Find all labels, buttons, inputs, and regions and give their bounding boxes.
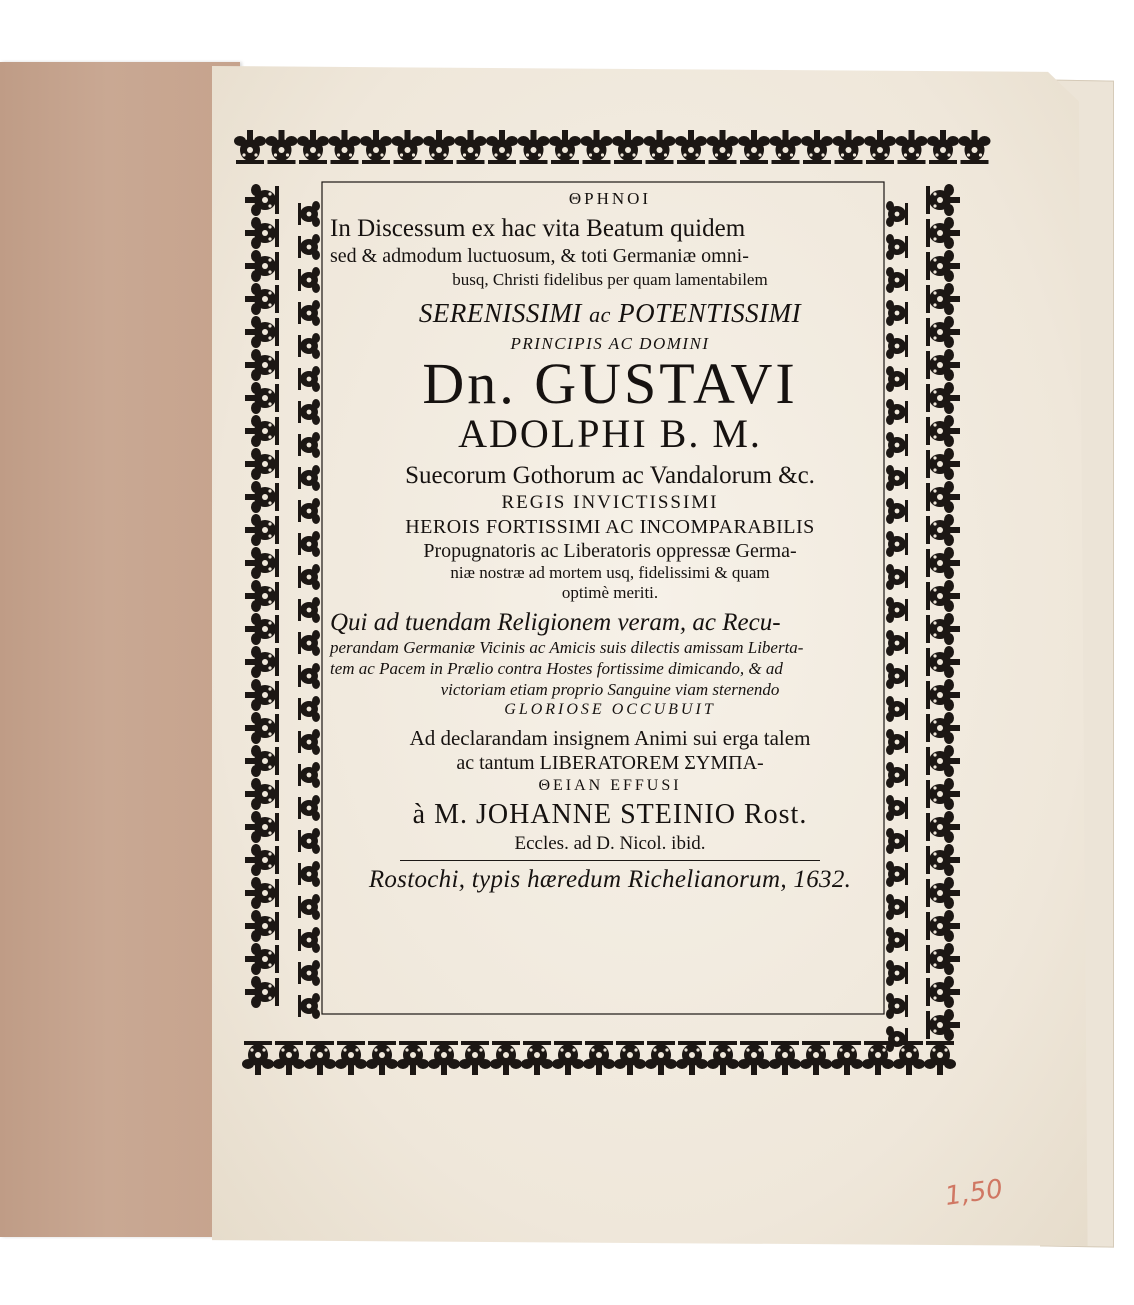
border-ornament <box>245 514 279 546</box>
border-ornament <box>298 630 320 656</box>
border-ornament <box>552 1041 584 1075</box>
border-ornament <box>926 877 960 909</box>
border-ornament <box>926 613 960 645</box>
border-ornament <box>298 960 320 986</box>
border-ornament <box>298 564 320 590</box>
imprint-line: Rostochi, typis hæredum Richelianorum, 1632. <box>368 865 852 893</box>
border-ornament <box>926 712 960 744</box>
border-ornament <box>926 481 960 513</box>
border-ornament <box>675 130 707 164</box>
border-ornament <box>924 1041 956 1075</box>
ecclesia-line: Eccles. ad D. Nicol. ibid. <box>514 832 706 854</box>
border-ornament <box>298 993 320 1019</box>
declarandam-line: ac tantum LIBERATOREM ΣΥΜΠΑ- <box>456 751 764 774</box>
border-ornament <box>927 130 959 164</box>
border-ornament <box>518 130 550 164</box>
border-ornament <box>298 729 320 755</box>
border-ornament <box>245 316 279 348</box>
intro-line: sed & admodum luctuosum, & toti Germaniæ omni- <box>330 245 749 268</box>
title-text <box>330 190 890 1000</box>
qui-line: Qui ad tuendam Religionem veram, ac Recu- <box>330 609 781 636</box>
border-ornament <box>242 1041 274 1075</box>
border-ornament <box>926 250 960 282</box>
border-ornament <box>298 663 320 689</box>
border-ornament <box>926 547 960 579</box>
pencil-price-mark: 1,50 <box>943 1174 1005 1212</box>
border-ornament <box>926 283 960 315</box>
border-ornament <box>926 316 960 348</box>
border-ornament <box>583 1041 615 1075</box>
intro-line: busq, Christi fidelibus per quam lamentabilem <box>452 270 768 290</box>
border-ornament <box>360 130 392 164</box>
border-ornament <box>298 333 320 359</box>
border-ornament <box>298 498 320 524</box>
border-ornament <box>245 415 279 447</box>
serenissimi-line <box>330 299 890 327</box>
border-ornament <box>707 1041 739 1075</box>
border-ornament <box>245 613 279 645</box>
border-ornament <box>245 283 279 315</box>
border-ornament <box>298 432 320 458</box>
border-ornament <box>304 1041 336 1075</box>
border-ornament <box>926 217 960 249</box>
border-ornament <box>245 250 279 282</box>
border-ornament <box>926 448 960 480</box>
border-ornament <box>926 415 960 447</box>
border-ornament <box>298 861 320 887</box>
border-ornament <box>926 844 960 876</box>
imprint-rule <box>400 860 820 861</box>
border-ornament <box>644 130 676 164</box>
border-ornament <box>298 762 320 788</box>
intro-line: In Discessum ex hac vita Beatum quidem <box>330 214 746 242</box>
border-ornament <box>245 481 279 513</box>
border-ornament <box>581 130 613 164</box>
author-line: à M. JOHANNE STEINIO Rost. <box>412 799 808 831</box>
border-ornament <box>245 943 279 975</box>
border-ornament <box>245 382 279 414</box>
border-ornament <box>329 130 361 164</box>
declarandam-line: ΘΕΙΑΝ EFFUSI <box>538 776 682 794</box>
border-ornament <box>831 1041 863 1075</box>
border-ornament <box>245 679 279 711</box>
border-ornament <box>959 130 991 164</box>
border-ornament <box>245 184 279 216</box>
border-ornament <box>297 130 329 164</box>
border-ornament <box>245 217 279 249</box>
border-ornament <box>521 1041 553 1075</box>
ac-word: ac <box>589 301 611 327</box>
border-ornament <box>926 349 960 381</box>
border-ornament <box>298 531 320 557</box>
border-ornament <box>245 811 279 843</box>
regis-line: REGIS INVICTISSIMI <box>501 492 719 514</box>
border-ornament <box>298 399 320 425</box>
qui-line: tem ac Pacem in Prælio contra Hostes fortissime dimicando, & ad <box>330 659 783 679</box>
border-ornament <box>486 130 518 164</box>
border-ornament <box>366 1041 398 1075</box>
border-ornament <box>245 448 279 480</box>
border-ornament <box>926 646 960 678</box>
border-ornament <box>266 130 298 164</box>
border-ornament <box>298 894 320 920</box>
border-ornament <box>738 130 770 164</box>
greek-header: ΘΡΗΝΟΙ <box>568 189 652 208</box>
potentissimi-word: POTENTISSIMI <box>618 297 802 328</box>
border-ornament <box>245 646 279 678</box>
border-ornament <box>245 547 279 579</box>
border-ornament <box>335 1041 367 1075</box>
border-ornament <box>245 580 279 612</box>
name-line-adolphi: ADOLPHI B. M. <box>458 411 762 457</box>
border-ornament <box>926 778 960 810</box>
propugnatoris-line: Propugnatoris ac Liberatoris oppressæ Germa- <box>423 540 797 563</box>
border-ornament <box>245 349 279 381</box>
propugnatoris-line: optimè meriti. <box>561 583 659 603</box>
border-ornament <box>298 828 320 854</box>
border-ornament <box>298 366 320 392</box>
border-ornament <box>801 130 833 164</box>
qui-line: victoriam etiam proprio Sanguine viam sternendo <box>440 679 780 699</box>
border-ornament <box>234 130 266 164</box>
border-ornament <box>245 976 279 1008</box>
border-ornament <box>707 130 739 164</box>
border-ornament <box>428 1041 460 1075</box>
border-ornament <box>490 1041 522 1075</box>
border-ornament <box>926 976 960 1008</box>
border-ornament <box>926 943 960 975</box>
border-ornament <box>864 130 896 164</box>
border-ornament <box>298 234 320 260</box>
border-ornament <box>549 130 581 164</box>
border-ornament <box>926 1009 960 1041</box>
border-ornament <box>612 130 644 164</box>
serenissimi-word: SERENISSIMI <box>418 297 582 328</box>
border-ornament <box>800 1041 832 1075</box>
border-ornament <box>298 267 320 293</box>
border-ornament <box>926 580 960 612</box>
border-ornament <box>298 795 320 821</box>
border-ornament <box>245 778 279 810</box>
border-ornament <box>245 877 279 909</box>
principis-line: PRINCIPIS AC DOMINI <box>510 334 710 354</box>
realm-line: Suecorum Gothorum ac Vandalorum &c. <box>405 462 815 490</box>
border-ornament <box>245 745 279 777</box>
border-ornament <box>926 910 960 942</box>
name-line-gustavi: Dn. GUSTAVI <box>422 351 798 417</box>
border-ornament <box>926 745 960 777</box>
border-ornament <box>397 1041 429 1075</box>
border-ornament <box>926 514 960 546</box>
border-ornament <box>833 130 865 164</box>
border-ornament <box>455 130 487 164</box>
border-ornament <box>459 1041 491 1075</box>
border-ornament <box>614 1041 646 1075</box>
border-ornament <box>298 696 320 722</box>
border-ornament <box>896 130 928 164</box>
propugnatoris-line: niæ nostræ ad mortem usq, fidelissimi & quam <box>450 563 770 583</box>
border-ornament <box>738 1041 770 1075</box>
border-ornament <box>245 910 279 942</box>
border-ornament <box>298 597 320 623</box>
gloriose-line: GLORIOSE OCCUBUIT <box>504 700 716 718</box>
herois-line: HEROIS FORTISSIMI AC INCOMPARABILIS <box>405 516 815 539</box>
border-ornament <box>926 382 960 414</box>
border-ornament <box>245 712 279 744</box>
border-ornament <box>423 130 455 164</box>
border-ornament <box>298 927 320 953</box>
border-ornament <box>770 130 802 164</box>
border-ornament <box>298 300 320 326</box>
border-ornament <box>926 679 960 711</box>
border-ornament <box>273 1041 305 1075</box>
border-ornament <box>298 201 320 227</box>
border-ornament <box>926 184 960 216</box>
border-ornament <box>645 1041 677 1075</box>
qui-line: perandam Germaniæ Vicinis ac Amicis suis dilectis amissam Liberta- <box>330 638 804 658</box>
border-ornament <box>298 465 320 491</box>
border-ornament <box>245 844 279 876</box>
declarandam-line: Ad declarandam insignem Animi sui erga talem <box>409 725 811 750</box>
border-ornament <box>392 130 424 164</box>
border-ornament <box>676 1041 708 1075</box>
border-ornament <box>926 811 960 843</box>
border-ornament <box>769 1041 801 1075</box>
